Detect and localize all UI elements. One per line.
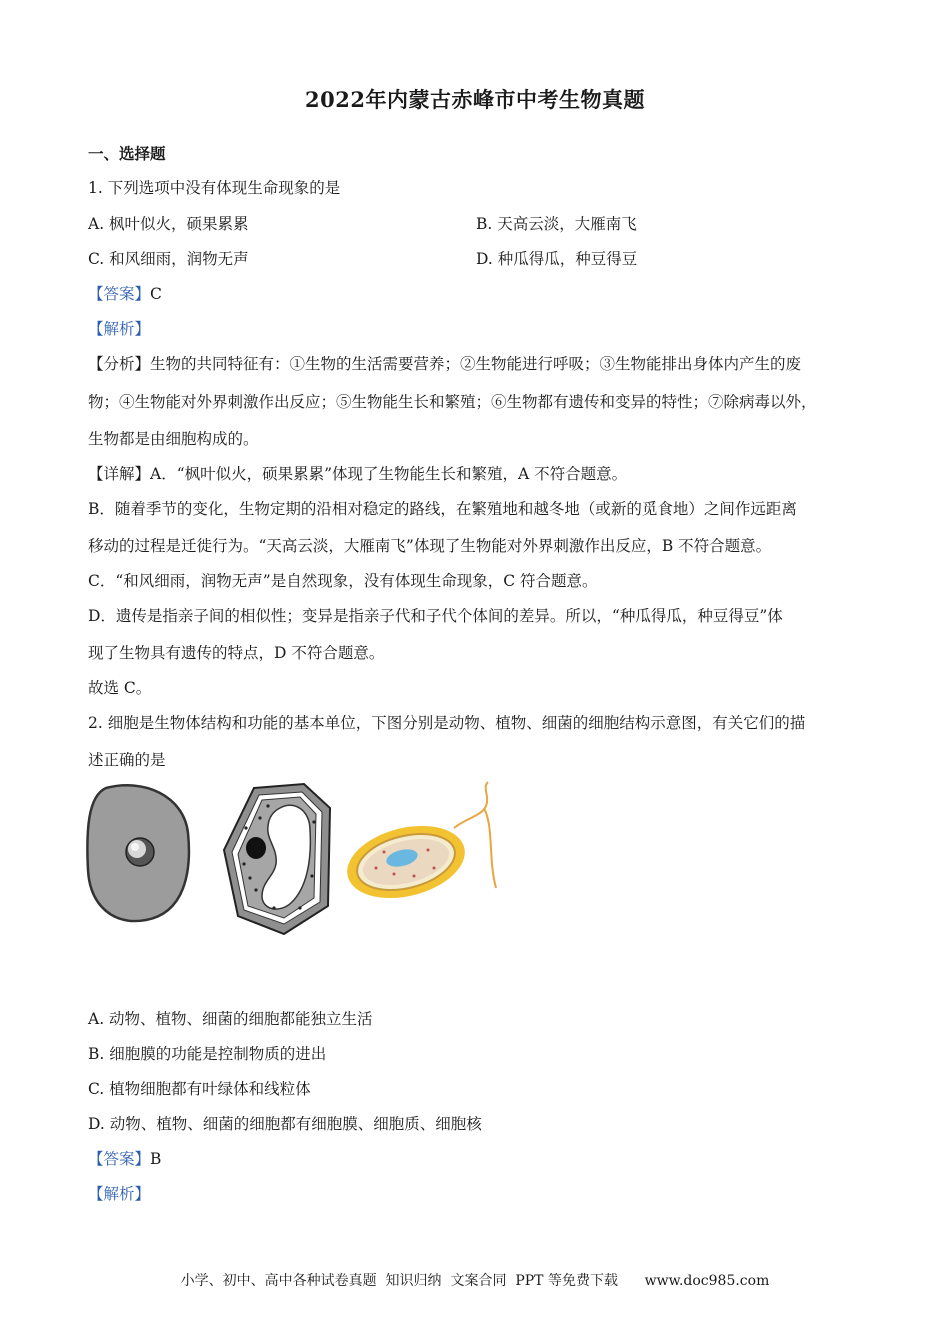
cell-diagrams-figure <box>84 778 504 938</box>
fenxi-tag: 【分析】 <box>88 355 151 373</box>
section-heading: 一、选择题 <box>88 144 166 163</box>
q1-fenxi-line3: 生物都是由细胞构成的。 <box>88 430 259 448</box>
answer-tag: 【答案】 <box>88 1150 151 1168</box>
q1-detail-c: C．“和风细雨，润物无声”是自然现象，没有体现生命现象，C 符合题意。 <box>88 572 598 590</box>
detail-a-text: A．“枫叶似火，硕果累累”体现了生物能生长和繁殖，A 不符合题意。 <box>150 465 628 483</box>
bacteria-cell-diagram <box>340 782 496 910</box>
q2-answer <box>88 1149 161 1169</box>
q1-fenxi-line2: 物；④生物能对外界刺激作出反应；⑤生物能生长和繁殖；⑥生物都有遗传和变异的特性；⑦除病毒以外， <box>88 393 817 411</box>
q1-detail-b1: B．随着季节的变化，生物定期的沿相对稳定的路线，在繁殖地和越冬地（或新的觅食地）之间作远距离 <box>88 500 797 518</box>
q2-stem-line2: 述正确的是 <box>88 751 166 769</box>
q1-stem: 1. 下列选项中没有体现生命现象的是 <box>88 179 341 197</box>
page-title: 2022年内蒙古赤峰市中考生物真题 <box>305 87 645 112</box>
q1-detail-d2: 现了生物具有遗传的特点，D 不符合题意。 <box>88 644 385 662</box>
q1-option-a: A. 枫叶似火，硕果累累 <box>88 215 249 233</box>
q1-answer <box>88 284 162 304</box>
answer-value: B <box>150 1150 162 1168</box>
animal-cell-diagram <box>87 785 189 921</box>
q1-detail-a <box>88 464 627 484</box>
q2-stem-line1: 2. 细胞是生物体结构和功能的基本单位，下图分别是动物、植物、细菌的细胞结构示意图，有关它们的描 <box>88 714 806 732</box>
page-footer: 小学、初中、高中各种试卷真题 知识归纳 文案合同 PPT 等免费下载 www.doc985.com <box>180 1273 770 1289</box>
plant-cell-diagram <box>224 784 330 934</box>
q1-conclusion: 故选 C。 <box>88 679 152 697</box>
q1-option-b: B. 天高云淡，大雁南飞 <box>476 215 637 233</box>
q2-option-a: A. 动物、植物、细菌的细胞都能独立生活 <box>88 1010 373 1028</box>
xiangjie-tag: 【详解】 <box>88 465 151 483</box>
q1-detail-d1: D．遗传是指亲子间的相似性；变异是指亲子代和子代个体间的差异。所以，“种瓜得瓜，种豆得豆”体 <box>88 607 783 625</box>
q2-option-b: B. 细胞膜的功能是控制物质的进出 <box>88 1045 327 1063</box>
q1-option-c: C. 和风细雨，润物无声 <box>88 250 249 268</box>
q1-analysis-tag: 【解析】 <box>88 320 151 338</box>
answer-value: C <box>150 285 162 303</box>
answer-tag: 【答案】 <box>88 285 151 303</box>
q2-option-c: C. 植物细胞都有叶绿体和线粒体 <box>88 1080 311 1098</box>
q1-option-d: D. 种瓜得瓜，种豆得豆 <box>476 250 638 268</box>
q2-option-d: D. 动物、植物、细菌的细胞都有细胞膜、细胞质、细胞核 <box>88 1115 482 1133</box>
q1-fenxi-line1 <box>88 354 801 374</box>
fenxi-text: 生物的共同特征有：①生物的生活需要营养；②生物能进行呼吸；③生物能排出身体内产生的废 <box>150 355 802 373</box>
q2-analysis-tag: 【解析】 <box>88 1185 151 1203</box>
q1-detail-b2: 移动的过程是迁徙行为。“天高云淡，大雁南飞”体现了生物能对外界刺激作出反应，B 不符合题意。 <box>88 537 772 555</box>
